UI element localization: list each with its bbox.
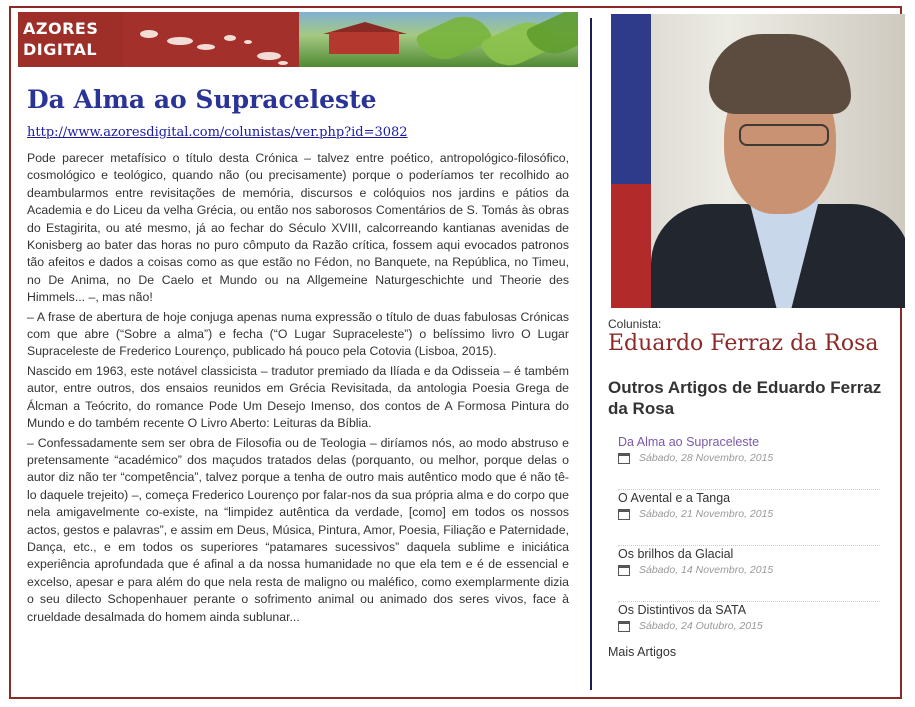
columnist-name: Eduardo Ferraz da Rosa bbox=[608, 331, 879, 356]
article-paragraph: – Confessadamente sem ser obra de Filosofia ou de Teologia – diríamos nós, ao modo abstruso e pretensamente “académico” dos maçudos tratados delas (porquanto, ou melhor, porque delas o autor diz não ter “competência”, talvez porque a tenha de outro mais autêntico modo que é não tê-lo daquele trejeito) –, começa Frederico Lourenço por falar-nos da sua própria alma e do corpo que nela amigavelmente co-existe, na “limpidez autêntica da verdade, [como] em todos os nossos actos, gestos e palavras”, e assim em Deus, Música, Pintura, Amor, Poesia, Filiação e Paternidade, Dança, etc., e em todos os superiores “patamares sucessivos” daquela sublime e iniciática experiência aprofundada que é afinal a da nossa humanidade no que ela tem e é de essencial e excelso, apesar e para além do que nela resta de maligno ou maléfico, como exemplarmente dizia o seu dilecto Schopenhauer perante o sofrimento animal ou animado dos seres vivos, face à crueldade desalmada do homem ainda sublunar... bbox=[27, 435, 569, 624]
azores-map-graphic bbox=[123, 12, 299, 67]
other-articles-heading: Outros Artigos de Eduardo Ferraz da Rosa bbox=[608, 378, 882, 418]
article-link[interactable]: Da Alma ao Supraceleste bbox=[618, 435, 760, 449]
article-date: Sábado, 28 Novembro, 2015 bbox=[639, 452, 774, 464]
article-date: Sábado, 21 Novembro, 2015 bbox=[639, 508, 774, 520]
article-title: Da Alma ao Supraceleste bbox=[27, 85, 377, 114]
other-articles-list bbox=[618, 434, 880, 657]
article-paragraph: – A frase de abertura de hoje conjuga apenas numa expressão o título de duas fabulosas Crónicas com que abre (“Sobre a alma”) e fecha (“O Lugar Supraceleste”) o belíssimo livro O Lugar Supraceleste de Frederico Lourenço, publicado há pouco pela Cotovia (Lisboa, 2015). bbox=[27, 309, 569, 359]
calendar-icon bbox=[618, 509, 630, 520]
article-paragraph: Pode parecer metafísico o título desta Crónica – talvez entre poético, antropológico-filosófico, cosmológico e teológico, quando não (ou precisamente) porque o poderíamos ter recolhido ao deambularmos entre revisitações de memória, discursos e colóquios nos jardins e pátios da Academia e do Liceu da velha Grécia, ou então nos saborosos Comentários de S. Tomás às obras do Estagirita, ou até mesmo, já ao fechar do Século XVIII, calcorreando kantianas avenidas de Konisberg ao bater das horas no puro cômputo da Razão crítica, fossem aqui evocados patronos tão afeitos e dados a coisas como as que estão no Fédon, no Banquete, na República, no Timeu, no De Anima, no De Caelo et Mundo ou na Allgemeine Naturgeschichte und Theorie des Himmels... –, mas não! bbox=[27, 151, 569, 305]
article-date: Sábado, 24 Outubro, 2015 bbox=[639, 620, 763, 632]
calendar-icon bbox=[618, 621, 630, 632]
column-divider bbox=[590, 18, 592, 690]
article-url-link[interactable]: http://www.azoresdigital.com/colunistas/ver.php?id=3082 bbox=[27, 125, 408, 140]
columnist-label: Colunista: bbox=[608, 317, 662, 331]
article-link[interactable]: O Avental e a Tanga bbox=[618, 491, 731, 505]
columnist-photo bbox=[611, 14, 905, 308]
list-item bbox=[618, 434, 880, 490]
more-articles-link[interactable]: Mais Artigos bbox=[608, 645, 677, 659]
article-body bbox=[27, 150, 569, 628]
site-banner[interactable] bbox=[18, 12, 578, 67]
logo-line-2: DIGITAL bbox=[23, 40, 98, 59]
banner-photo bbox=[299, 12, 578, 67]
article-date: Sábado, 14 Novembro, 2015 bbox=[639, 564, 774, 576]
calendar-icon bbox=[618, 565, 630, 576]
list-item bbox=[618, 490, 880, 546]
list-item bbox=[618, 546, 880, 602]
article-link[interactable]: Os brilhos da Glacial bbox=[618, 547, 734, 561]
site-logo[interactable] bbox=[18, 12, 123, 67]
article-paragraph: Nascido em 1963, este notável classicista – tradutor premiado da Ilíada e da Odisseia – é também autor, entre outros, dos ensaios reunidos em Grécia Revisitada, da antologia Poesia Grega de Álcman a Teócrito, do romance Pode Um Desejo Imenso, dos contos de A Formosa Pintura do Mundo e do também recente O Livro Aberto: Leituras da Bíblia. bbox=[27, 363, 569, 431]
logo-line-1: AZORES bbox=[23, 19, 99, 38]
article-link[interactable]: Os Distintivos da SATA bbox=[618, 603, 747, 617]
calendar-icon bbox=[618, 453, 630, 464]
